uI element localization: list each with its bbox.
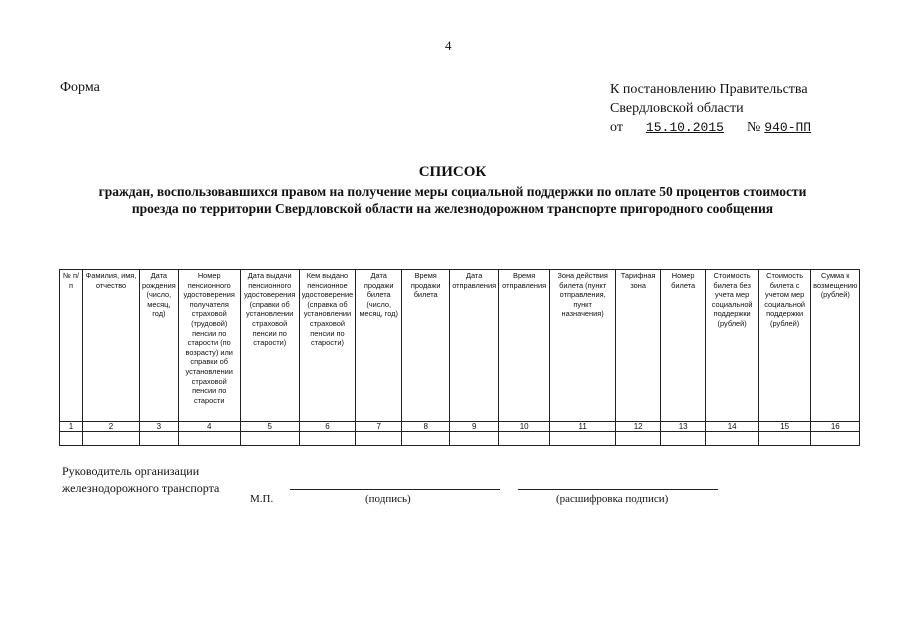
- stamp-place-label: М.П.: [250, 493, 274, 505]
- document-subtitle: граждан, воспользовавшихся правом на получение меры социальной поддержки по оплате 50 процентов стоимости проезда по территории Свердловской области на железнодорожном транспорте пригородного сообщения: [98, 184, 807, 216]
- table-header-cell: Номер пенсионного удостоверения получателя страховой (трудовой) пенсии по старости (по возрасту) или справки об установлении страховой пенсии по старости: [178, 270, 240, 422]
- table-header-cell: Время отправления: [499, 270, 550, 422]
- signatory-line-1: Руководитель организации: [62, 464, 200, 478]
- table-header-cell: Сумма к возмещению (рублей): [811, 270, 860, 422]
- form-label: Форма: [60, 80, 100, 95]
- citizens-table-wrap: [59, 269, 860, 446]
- decree-date-line: [610, 118, 824, 137]
- decree-number: 940-ПП: [764, 120, 812, 135]
- column-number: 2: [83, 422, 140, 432]
- empty-cell: [706, 432, 759, 446]
- table-header-cell: Тарифная зона: [616, 270, 661, 422]
- column-number: 6: [299, 422, 355, 432]
- table-header-cell: Стоимость билета с учетом мер социальной поддержки (рублей): [759, 270, 811, 422]
- column-number: 5: [240, 422, 299, 432]
- table-header-cell: Дата продажи билета (число, месяц, год): [356, 270, 402, 422]
- signature-caption: (подпись): [365, 493, 411, 505]
- column-number: 3: [140, 422, 179, 432]
- column-number: 1: [60, 422, 83, 432]
- empty-cell: [240, 432, 299, 446]
- decree-line-1: К постановлению Правительства: [610, 82, 808, 97]
- decree-date: 15.10.2015: [645, 120, 724, 135]
- empty-cell: [811, 432, 860, 446]
- signatory-block: [62, 463, 219, 497]
- table-header-cell: Дата отправления: [450, 270, 499, 422]
- empty-data-row: [60, 432, 860, 446]
- table-header-cell: Зона действия билета (пункт отправления, пункт назначения): [550, 270, 616, 422]
- citizens-table: [59, 269, 860, 446]
- empty-cell: [550, 432, 616, 446]
- page-number: 4: [445, 38, 452, 53]
- empty-cell: [616, 432, 661, 446]
- table-header-cell: Фамилия, имя, отчество: [83, 270, 140, 422]
- decree-line-2: Свердловской области: [610, 101, 744, 116]
- decree-from-label: от: [610, 120, 623, 135]
- decree-reference: [610, 80, 824, 137]
- table-header-cell: Стоимость билета без учета мер социальной поддержки (рублей): [706, 270, 759, 422]
- column-number: 11: [550, 422, 616, 432]
- empty-cell: [450, 432, 499, 446]
- document-title: СПИСОК: [418, 164, 487, 180]
- column-number: 4: [178, 422, 240, 432]
- decree-number-label: №: [746, 120, 761, 135]
- table-header-cell: Дата рождения (число, месяц, год): [140, 270, 179, 422]
- column-number: 14: [706, 422, 759, 432]
- column-number: 12: [616, 422, 661, 432]
- signature-decode-line: [518, 489, 718, 490]
- signature-line: [290, 489, 500, 490]
- table-header-cell: Время продажи билета: [402, 270, 450, 422]
- column-number: 13: [661, 422, 706, 432]
- empty-cell: [402, 432, 450, 446]
- table-header-cell: Кем выдано пенсионное удостоверение (справка об установлении страховой пенсии по старости): [299, 270, 355, 422]
- empty-cell: [178, 432, 240, 446]
- empty-cell: [299, 432, 355, 446]
- column-number: 16: [811, 422, 860, 432]
- empty-cell: [499, 432, 550, 446]
- column-number: 7: [356, 422, 402, 432]
- empty-cell: [661, 432, 706, 446]
- column-number-row: [60, 422, 860, 432]
- signatory-line-2: железнодорожного транспорта: [62, 481, 220, 495]
- table-header-row: [60, 270, 860, 422]
- table-header-cell: Номер билета: [661, 270, 706, 422]
- empty-cell: [83, 432, 140, 446]
- table-header-cell: № п/п: [60, 270, 83, 422]
- empty-cell: [60, 432, 83, 446]
- signature-decode-caption: (расшифровка подписи): [556, 493, 669, 505]
- table-header-cell: Дата выдачи пенсионного удостоверения (справки об установлении страховой пенсии по старости): [240, 270, 299, 422]
- empty-cell: [356, 432, 402, 446]
- column-number: 9: [450, 422, 499, 432]
- empty-cell: [759, 432, 811, 446]
- column-number: 8: [402, 422, 450, 432]
- column-number: 10: [499, 422, 550, 432]
- column-number: 15: [759, 422, 811, 432]
- empty-cell: [140, 432, 179, 446]
